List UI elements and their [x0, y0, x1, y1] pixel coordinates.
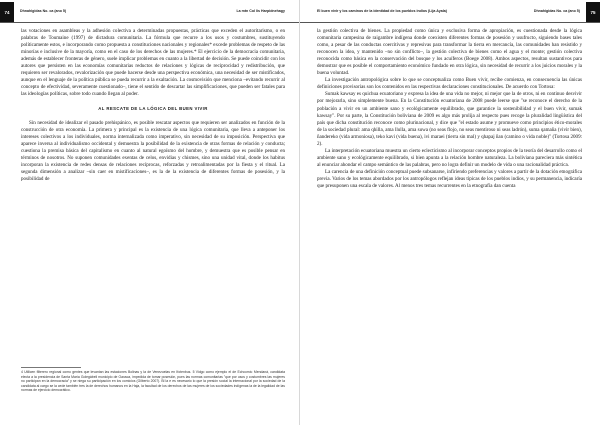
right-paragraph-5: La carencia de una definición conceptual puede subsanarse, infiriendo preferencias y valores a partir de la dotación etnográfica previa. Varios de los temas abordados por los antropólogos reflejan ideas típicas de los pueblos indios, y su permanencia, indicaría que presuponen una escala de valores. Al menos tres temas recurrentes en la etnografía dan cuenta: [317, 168, 582, 190]
left-page-number: 74: [0, 2, 14, 22]
footnote-rule: [21, 367, 81, 368]
right-header-title: El buen vivir y los caminos de la identidad de los pueblos indios (Lija Ayala): [317, 9, 447, 13]
left-page-header: [0, 2, 299, 23]
right-paragraph-2: La investigación antropológica sobre lo que se conceptualiza como Buen vivir, recibe comienza, en consecuencia las únicas definiciones provisorias son los contenidos en las respectivas declaraciones constitucionales. De acuerdo con Tortosa:: [317, 77, 582, 91]
left-header-journal: Dhnahigidas No. ca (ano 5): [20, 9, 67, 13]
left-header-section: La mtn Col lis Harpidnehagy: [236, 9, 285, 13]
right-page-number: 75: [586, 2, 600, 22]
left-body-text: [21, 28, 285, 183]
right-body-text: [317, 28, 582, 190]
section-heading: AL RESCATE DE LA LÓGICA DEL BUEN VIVIR: [98, 106, 208, 112]
footnotes: 4 Utilicen filterero regional como gentes que levantan las estaciones Bolinas y la de Venezuelas en Ifotenbus. 5 Vidgo como ejemplo el de Echcomá: Mendaná, candidata electa a la presidencia de Santa María Golegábeli municipio de Oaxaca, impedida de tomar posesión, pues las normas comunitarias "que por usos y costumbres las mujeres no participan en la democracia" y se niega su participación en los comicios (Gilberto 2007). Bl la e es necesario lo que la presión social la internacional por la sociedad de la candidata al cargo se la cede también tres la de derechos humanos en la Haja, la facultad de los derechos de las mujeres de los sociedades indígenas la de la legalidad de las normas de ejercicio democrático.: [21, 370, 285, 392]
right-page: [300, 0, 600, 425]
right-paragraph-1: la gestión colectiva de bienes. La propiedad como única y exclusiva forma de apropiación, es cuestionada desde la lógica comunitaria campesina de raigambre indígena donde coexisten diferentes formas de posesión y usufructo, siguiendo bases tales como, a pesar de las conductas coercitivas y represivas para transformar la tierra en mercancía, las comunidades han resistido y reconocen la idea, y mantenido –no sin conflicto–, la gestión colectiva de bienes como el agua y el monte; gestión colectiva reconocida como básica en la conservación del bosque y los acuíferos (Boege 2008). Ambos aspectos, resultan sustantivos para demostrar que es posible el comportamiento económico fundado en otra lógica, sin necesidad de recurrir a los juicios morales y la buena voluntad.: [317, 28, 582, 77]
left-paragraph-1: las votaciones en asambleas y la adhesión colectiva a determinadas propuestas, prácticas que exceden el autoritarismo, o en palabras de Toumaine (1997) de dictadura comunitaria. La fórmula que recurre a los usos y costumbres, sustituyendo políticamente estos, e incorporando como propuesta a constituciones nacionales y regionales* excede problemas de respeto de las minorías e inclusive de la mayoría, como en el caso de los derechos de las mujeres.* El ejercicio de la democracia comunitaria, además de establecer fronteras de género, suele implicar problemas en cuanto a la libertad de decisión. Se puede coincidir con los autores que persisten en las economías comunitarias reductos de relaciones y lógicas de reciprocidad y redistribución, que requieren ser revalorados, revalorización que puede hacerse desde una perspectiva económica, una necesidad de ser mistificados, aunque en el lenguaje de la política pública se pueda recurrir a la exaltación. La cosmovisión que menciona –evitando recurrir al concepto de efectividad, severamente cuestionado–, tiene el sentido de descartar las simplificaciones, que pueden ser fatales para las ideologías políticas, sobre todo cuando llegan al poder.: [21, 28, 285, 98]
right-paragraph-4: La interpretación ecuatoriana muestra un cierto eclecticismo al incorporar conceptos propios de la teoría del desarrollo como el ambiente sano y ecológicamente equilibrado, si bien apunta a la relación hombre naturaleza. La boliviana pareciera más sintética al enunciar ahondar el campo semántico de las palabras, pero no logra definir un modelo de vida o una racionalidad práctica.: [317, 147, 582, 168]
left-paragraph-2: Sin necesidad de idealizar el pasado prehispánico, es posible rescatar aspectos que requieren ser analizados en función de la construcción de otra economía. La primera y principal es la existencia de una lógica comunitaria, que lleva a anteponer los intereses colectivos a los individuales, norma internalizada como imperativo, sin necesidad de su imposición. Perspectiva que aparece inversa al individualismo occidental y demuestra la posibilidad de la existencia de otras formas de relación y conducta; cuestiona la premisa básica del capitalismo en cuanto al natural egoísmo del hombre, y demuestra que es posible pensar en términos de nosotros. No suponen comunidades exentas de celos, envidias y chismes, sino una unidad vital, donde los habitus incorporan la existencia de redes densas de relaciones recíprocas, reforzadas y retroalimentadas por la fiesta y el ritual. La segunda dimensión a analizar –sin caer en mistificaciones–, es la de la existencia de diferentes formas de posesión, y la posibilidad de: [21, 119, 285, 182]
right-header-journal: Dhnahigidas No. ca (ano 5): [533, 9, 580, 13]
right-paragraph-3: Sumak kawsay es quichua ecuatoriano y expresa la idea de una vida no mejor, ni mejor que la de otros, ni en continuo desvivir por mejorarla, sino simplemente buena. En la Constitución ecuatoriana de 2008 puede leerse que "se reconoce el derecho de la población a vivir en un ambiente sano y ecológicamente equilibrado, que garantice la sostenibilidad y el buen vivir, sumak kawsay". Por su parte, la Constitución boliviana de 2009 es algo más prolija al respecto pues recoge la pluralidad lingüística del país que dicha constitución reconoce como plurinacional, y dice que "el estado asume y promueve como principios ético-morales de la sociedad plural: ama qhilla, ama llulla, ama suwa (no seas flojo, no seas mentiroso ni seas ladrón), suma qamaña (vivir bien), ñandereko (vida armoniosa), teko kavi (vida buena), ivi maraei (tierra sin mal) y qhapaj ñan (camino o vida noble)" (Tortosa 2009: 2).: [317, 91, 582, 147]
right-page-header: [300, 2, 600, 23]
